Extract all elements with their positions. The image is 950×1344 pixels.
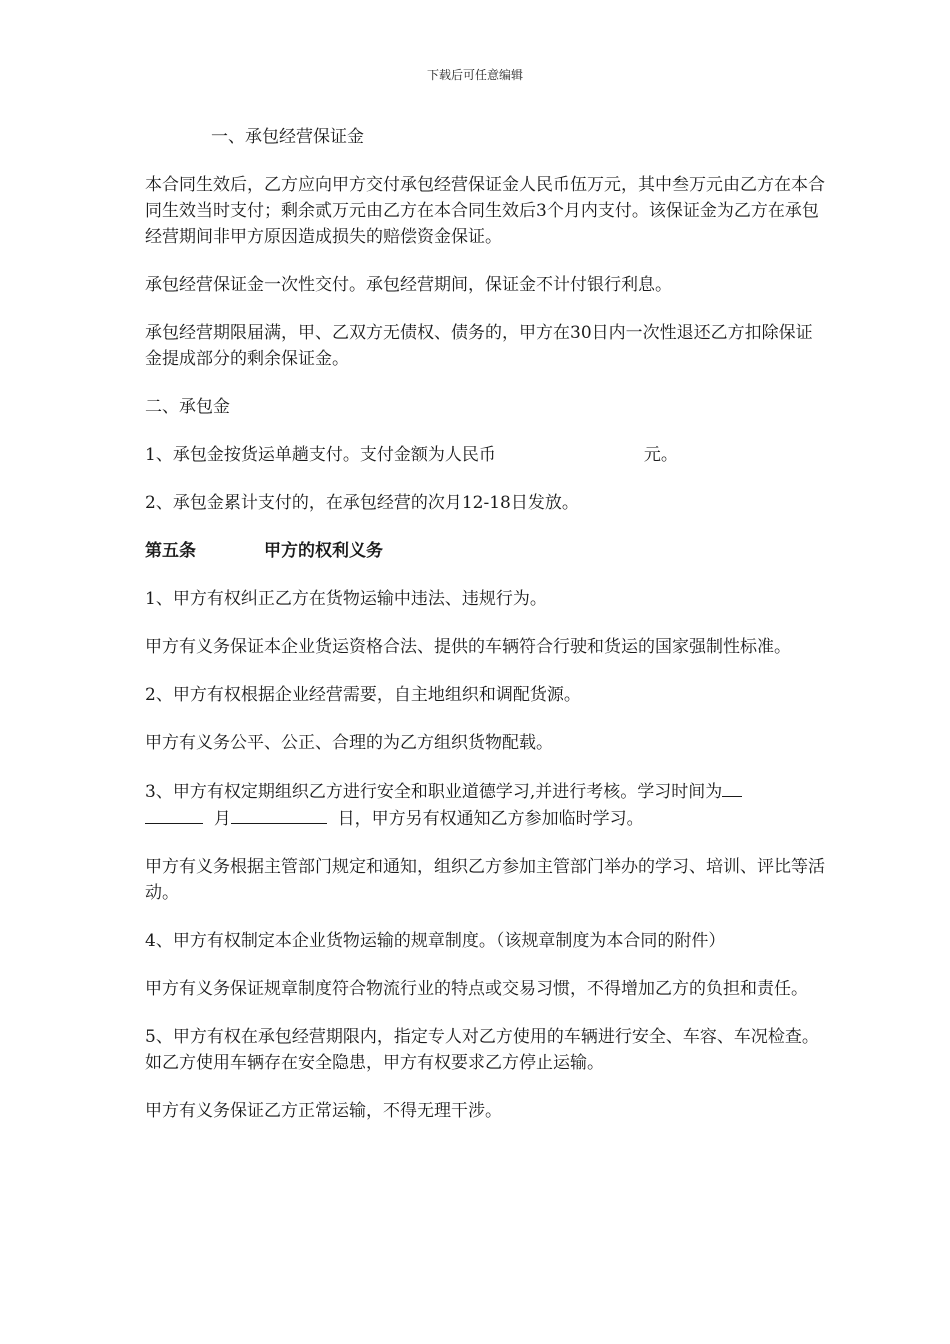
paragraph-right-2: 2、甲方有权根据企业经营需要，自主地组织和调配货源。 xyxy=(145,685,581,705)
paragraph-duty-3: 甲方有义务根据主管部门规定和通知，组织乙方参加主管部门举办的学习、培训、评比等活动。 xyxy=(145,857,825,903)
article-five-heading xyxy=(145,538,825,564)
section-heading-contract-fee: 二、承包金 xyxy=(145,397,230,417)
paragraph-right-1: 1、甲方有权纠正乙方在货物运输中违法、违规行为。 xyxy=(145,589,547,609)
paragraph-duty-2: 甲方有义务公平、公正、合理的为乙方组织货物配载。 xyxy=(145,733,553,753)
article-title: 甲方的权利义务 xyxy=(264,541,383,561)
article-number: 第五条 xyxy=(145,541,196,561)
fee-payment-unit: 元。 xyxy=(643,445,678,465)
study-text-2: 日，甲方另有权通知乙方参加临时学习。 xyxy=(337,809,644,829)
study-text-month: 月 xyxy=(213,809,231,829)
paragraph-duty-1: 甲方有义务保证本企业货运资格合法、提供的车辆符合行驶和货运的国家强制性标准。 xyxy=(145,637,791,657)
paragraph-duty-5: 甲方有义务保证乙方正常运输，不得无理干涉。 xyxy=(145,1101,502,1121)
paragraph-fee-payment xyxy=(145,442,825,468)
paragraph-deposit-refund: 承包经营期限届满，甲、乙双方无债权、债务的，甲方在30日内一次性退还乙方扣除保证金提成部分的剩余保证金。 xyxy=(145,323,813,369)
section-heading-deposit: 一、承包经营保证金 xyxy=(211,127,364,147)
fee-payment-text: 1、承包金按货运单趟支付。支付金额为人民币 xyxy=(145,445,496,465)
paragraph-deposit-amount: 本合同生效后，乙方应向甲方交付承包经营保证金人民币伍万元，其中叁万元由乙方在本合同生效当时支付；剩余贰万元由乙方在本合同生效后3个月内支付。该保证金为乙方在承包经营期间非甲方原因造成损失的赔偿资金保证。 xyxy=(145,175,825,247)
blank-line xyxy=(145,805,203,824)
document-body xyxy=(145,124,825,1146)
paragraph-fee-schedule: 2、承包金累计支付的，在承包经营的次月12-18日发放。 xyxy=(145,493,579,513)
paragraph-right-3 xyxy=(145,778,825,832)
paragraph-duty-4: 甲方有义务保证规章制度符合物流行业的特点或交易习惯，不得增加乙方的负担和责任。 xyxy=(145,979,808,999)
paragraph-deposit-payment: 承包经营保证金一次性交付。承包经营期间，保证金不计付银行利息。 xyxy=(145,275,672,295)
paragraph-right-5: 5、甲方有权在承包经营期限内，指定专人对乙方使用的车辆进行安全、车容、车况检查。如乙方使用车辆存在安全隐患，甲方有权要求乙方停止运输。 xyxy=(145,1027,819,1073)
blank-line xyxy=(722,778,742,797)
header-note: 下载后可任意编辑 xyxy=(426,68,523,82)
study-text-1: 3、甲方有权定期组织乙方进行安全和职业道德学习,并进行考核。学习时间为 xyxy=(145,782,723,802)
paragraph-right-4: 4、甲方有权制定本企业货物运输的规章制度。（该规章制度为本合同的附件） xyxy=(145,931,726,951)
blank-line xyxy=(231,805,327,824)
